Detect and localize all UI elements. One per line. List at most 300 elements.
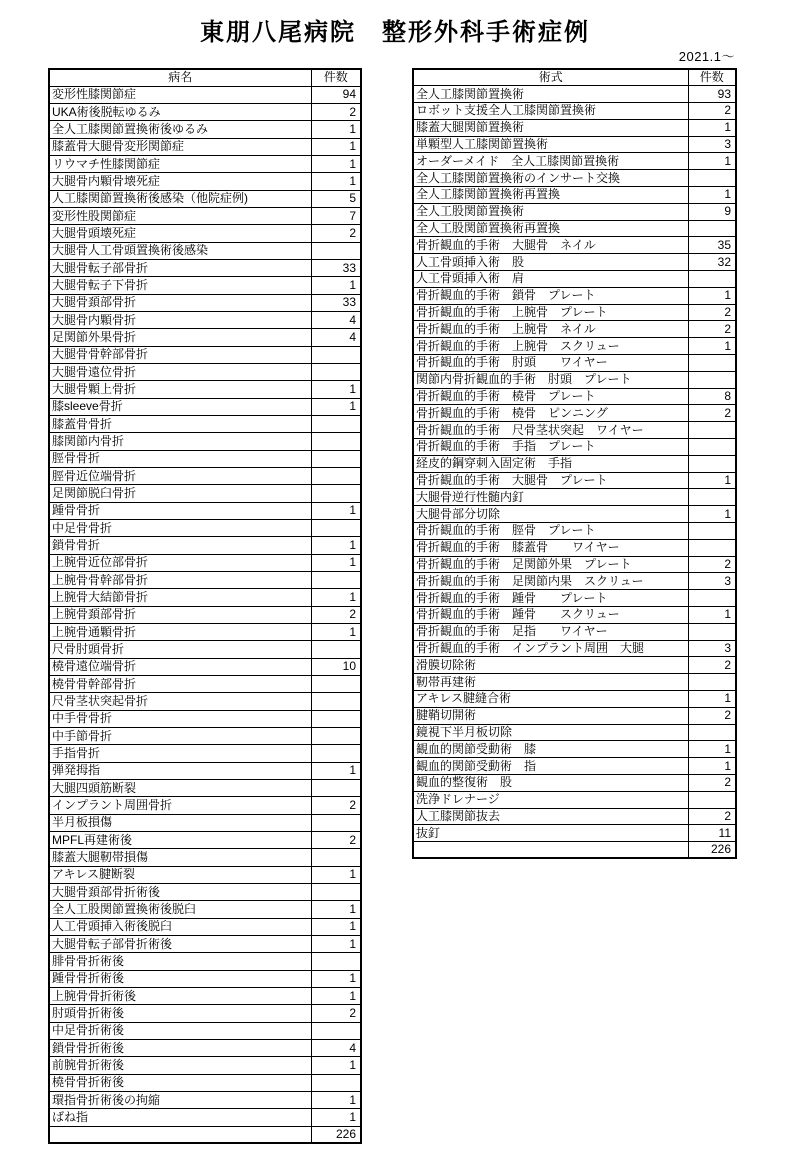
name-cell: オーダーメイド 全人工膝関節置換術 bbox=[413, 153, 688, 170]
count-cell: 32 bbox=[688, 254, 736, 271]
name-cell: 橈骨遠位端骨折 bbox=[49, 658, 311, 675]
name-cell: 中手骨骨折 bbox=[49, 710, 311, 727]
table-row bbox=[49, 537, 361, 554]
disease-count-header: 件数 bbox=[311, 69, 361, 86]
name-cell: 単顆型人工膝関節置換術 bbox=[413, 136, 688, 153]
count-cell bbox=[311, 364, 361, 381]
name-cell: 上腕骨骨折術後 bbox=[49, 987, 311, 1004]
name-cell: 弾発拇指 bbox=[49, 762, 311, 779]
count-cell: 1 bbox=[311, 502, 361, 519]
name-cell: 上腕骨骨幹部骨折 bbox=[49, 572, 311, 589]
count-cell: 2 bbox=[688, 304, 736, 321]
name-cell: 人工膝関節置換術後感染（他院症例) bbox=[49, 190, 311, 207]
count-cell: 11 bbox=[688, 825, 736, 842]
count-cell: 3 bbox=[688, 136, 736, 153]
name-cell: 全人工股関節置換術再置換 bbox=[413, 220, 688, 237]
table-row bbox=[413, 791, 736, 808]
name-cell: 大腿骨頚部骨折術後 bbox=[49, 883, 311, 900]
name-cell: 骨折観血的手術 上腕骨 ネイル bbox=[413, 321, 688, 338]
count-cell bbox=[311, 572, 361, 589]
table-row bbox=[49, 710, 361, 727]
count-cell bbox=[311, 242, 361, 259]
name-cell: 膝蓋骨大腿骨変形関節症 bbox=[49, 138, 311, 155]
count-cell bbox=[311, 520, 361, 537]
count-cell: 1 bbox=[311, 970, 361, 987]
table-row bbox=[49, 294, 361, 311]
name-cell: 骨折観血的手術 脛骨 プレート bbox=[413, 523, 688, 540]
table-row bbox=[413, 640, 736, 657]
count-cell bbox=[688, 220, 736, 237]
table-row bbox=[49, 762, 361, 779]
count-cell: 7 bbox=[311, 208, 361, 225]
table-row bbox=[49, 86, 361, 103]
count-cell bbox=[688, 371, 736, 388]
name-cell: 大腿骨頚部骨折 bbox=[49, 294, 311, 311]
name-cell: 骨折観血的手術 踵骨 プレート bbox=[413, 590, 688, 607]
count-cell: 33 bbox=[311, 260, 361, 277]
count-cell bbox=[688, 623, 736, 640]
count-cell bbox=[688, 724, 736, 741]
table-row bbox=[49, 381, 361, 398]
table-row bbox=[49, 312, 361, 329]
count-cell bbox=[311, 416, 361, 433]
name-cell: 骨折観血的手術 足関節内果 スクリュー bbox=[413, 573, 688, 590]
name-cell: 踵骨骨折 bbox=[49, 502, 311, 519]
name-cell: インプラント周囲骨折 bbox=[49, 797, 311, 814]
name-cell: 橈骨骨幹部骨折 bbox=[49, 675, 311, 692]
table-row bbox=[49, 121, 361, 138]
name-cell: 変形性股関節症 bbox=[49, 208, 311, 225]
table-row bbox=[49, 589, 361, 606]
name-cell bbox=[49, 1126, 311, 1143]
count-cell bbox=[688, 523, 736, 540]
count-cell bbox=[311, 450, 361, 467]
table-row bbox=[413, 187, 736, 204]
count-cell bbox=[688, 791, 736, 808]
count-cell bbox=[311, 953, 361, 970]
table-row bbox=[49, 1091, 361, 1108]
name-cell: 靭帯再建術 bbox=[413, 674, 688, 691]
table-row bbox=[49, 1074, 361, 1091]
count-cell bbox=[688, 489, 736, 506]
name-cell: 骨折観血的手術 橈骨 ピンニング bbox=[413, 405, 688, 422]
table-row bbox=[413, 472, 736, 489]
table-row bbox=[413, 271, 736, 288]
table-row bbox=[413, 707, 736, 724]
table-row bbox=[49, 138, 361, 155]
count-cell: 93 bbox=[688, 86, 736, 103]
count-cell: 1 bbox=[311, 1057, 361, 1074]
count-cell: 1 bbox=[688, 153, 736, 170]
table-row bbox=[413, 405, 736, 422]
name-cell: 上腕骨近位部骨折 bbox=[49, 554, 311, 571]
count-cell: 2 bbox=[688, 103, 736, 120]
name-cell: MPFL再建術後 bbox=[49, 831, 311, 848]
count-cell bbox=[311, 710, 361, 727]
name-cell: 骨折観血的手術 上腕骨 プレート bbox=[413, 304, 688, 321]
count-cell: 1 bbox=[311, 918, 361, 935]
name-cell: 大腿骨転子部骨折術後 bbox=[49, 935, 311, 952]
count-cell bbox=[688, 674, 736, 691]
name-cell: 大腿骨逆行性髄内釘 bbox=[413, 489, 688, 506]
name-cell: 踵骨骨折術後 bbox=[49, 970, 311, 987]
table-row bbox=[49, 433, 361, 450]
name-cell: 人工骨頭挿入術 股 bbox=[413, 254, 688, 271]
name-cell: 人工膝関節抜去 bbox=[413, 808, 688, 825]
table-row bbox=[413, 422, 736, 439]
count-cell: 1 bbox=[311, 987, 361, 1004]
name-cell: 中手節骨折 bbox=[49, 727, 311, 744]
table-row bbox=[413, 455, 736, 472]
name-cell: 全人工股関節置換術後脱臼 bbox=[49, 901, 311, 918]
table-row bbox=[413, 724, 736, 741]
table-row bbox=[49, 329, 361, 346]
count-cell: 2 bbox=[311, 104, 361, 121]
count-cell: 1 bbox=[688, 187, 736, 204]
table-row bbox=[49, 866, 361, 883]
name-cell: 上腕骨通顆骨折 bbox=[49, 624, 311, 641]
table-row bbox=[413, 287, 736, 304]
count-cell: 1 bbox=[311, 1109, 361, 1126]
table-row bbox=[49, 849, 361, 866]
count-cell: 4 bbox=[311, 312, 361, 329]
name-cell: 骨折観血的手術 足指 ワイヤー bbox=[413, 623, 688, 640]
table-row bbox=[49, 987, 361, 1004]
name-cell: 橈骨骨折術後 bbox=[49, 1074, 311, 1091]
table-row bbox=[49, 364, 361, 381]
count-cell: 1 bbox=[311, 121, 361, 138]
name-cell: 骨折観血的手術 上腕骨 スクリュー bbox=[413, 338, 688, 355]
name-cell: 人工骨頭挿入術 肩 bbox=[413, 271, 688, 288]
procedure-table-header-row bbox=[413, 69, 736, 86]
table-row bbox=[49, 675, 361, 692]
count-cell: 2 bbox=[688, 556, 736, 573]
table-row bbox=[49, 745, 361, 762]
count-cell: 1 bbox=[311, 537, 361, 554]
name-cell: 骨折観血的手術 肘頭 ワイヤー bbox=[413, 355, 688, 372]
count-cell: 94 bbox=[311, 86, 361, 103]
table-row bbox=[413, 590, 736, 607]
name-cell: 骨折観血的手術 インプラント周囲 大腿 bbox=[413, 640, 688, 657]
name-cell: 骨折観血的手術 鎖骨 プレート bbox=[413, 287, 688, 304]
name-cell: 大腿骨遠位骨折 bbox=[49, 364, 311, 381]
count-cell: 226 bbox=[688, 842, 736, 859]
table-row bbox=[49, 658, 361, 675]
name-cell: 変形性膝関節症 bbox=[49, 86, 311, 103]
name-cell: 大腿骨人工骨頭置換術後感染 bbox=[49, 242, 311, 259]
name-cell: 尺骨茎状突起骨折 bbox=[49, 693, 311, 710]
name-cell: 大腿骨頭壊死症 bbox=[49, 225, 311, 242]
table-row bbox=[49, 1005, 361, 1022]
count-cell: 226 bbox=[311, 1126, 361, 1143]
count-cell: 1 bbox=[688, 690, 736, 707]
name-cell: 全人工膝関節置換術再置換 bbox=[413, 187, 688, 204]
count-cell: 1 bbox=[688, 338, 736, 355]
name-cell: 中足骨骨折 bbox=[49, 520, 311, 537]
table-row bbox=[413, 825, 736, 842]
count-cell bbox=[311, 745, 361, 762]
name-cell: 膝蓋大腿関節置換術 bbox=[413, 119, 688, 136]
name-cell: 大腿骨転子部骨折 bbox=[49, 260, 311, 277]
table-row bbox=[49, 225, 361, 242]
name-cell: 関節内骨折観血的手術 肘頭 プレート bbox=[413, 371, 688, 388]
name-cell: 鏡視下半月板切除 bbox=[413, 724, 688, 741]
name-cell: 全人工膝関節置換術後ゆるみ bbox=[49, 121, 311, 138]
table-row bbox=[413, 489, 736, 506]
name-cell: 全人工膝関節置換術のインサート交換 bbox=[413, 170, 688, 187]
count-cell bbox=[688, 539, 736, 556]
name-cell: 尺骨肘頭骨折 bbox=[49, 641, 311, 658]
table-row bbox=[49, 398, 361, 415]
name-cell: アキレス腱断裂 bbox=[49, 866, 311, 883]
count-cell: 2 bbox=[688, 774, 736, 791]
table-row bbox=[413, 220, 736, 237]
table-row bbox=[49, 104, 361, 121]
count-cell: 8 bbox=[688, 388, 736, 405]
count-cell: 4 bbox=[311, 329, 361, 346]
name-cell: 腓骨骨折術後 bbox=[49, 953, 311, 970]
name-cell: 骨折観血的手術 大腿骨 プレート bbox=[413, 472, 688, 489]
name-cell: 骨折観血的手術 橈骨 プレート bbox=[413, 388, 688, 405]
name-cell: 大腿骨内顆骨折 bbox=[49, 312, 311, 329]
table-row bbox=[413, 371, 736, 388]
count-cell bbox=[311, 849, 361, 866]
table-row bbox=[49, 554, 361, 571]
count-cell: 2 bbox=[688, 707, 736, 724]
count-cell: 1 bbox=[311, 589, 361, 606]
name-cell: 鎖骨骨折 bbox=[49, 537, 311, 554]
table-row bbox=[49, 797, 361, 814]
table-row bbox=[413, 758, 736, 775]
table-row bbox=[49, 883, 361, 900]
name-cell: 大腿四頭筋断裂 bbox=[49, 779, 311, 796]
name-cell: 観血的関節受動術 膝 bbox=[413, 741, 688, 758]
table-row bbox=[49, 346, 361, 363]
count-cell: 1 bbox=[688, 119, 736, 136]
table-row bbox=[49, 242, 361, 259]
procedure-count-header: 件数 bbox=[688, 69, 736, 86]
count-cell: 2 bbox=[688, 808, 736, 825]
count-cell: 1 bbox=[688, 472, 736, 489]
table-row bbox=[413, 741, 736, 758]
name-cell: 滑膜切除術 bbox=[413, 657, 688, 674]
name-cell: UKA術後脱転ゆるみ bbox=[49, 104, 311, 121]
table-row bbox=[413, 774, 736, 791]
table-row bbox=[49, 1057, 361, 1074]
table-row bbox=[49, 693, 361, 710]
table-row bbox=[49, 814, 361, 831]
table-row bbox=[49, 190, 361, 207]
count-cell: 2 bbox=[688, 657, 736, 674]
count-cell bbox=[311, 675, 361, 692]
count-cell: 3 bbox=[688, 640, 736, 657]
count-cell bbox=[311, 1074, 361, 1091]
name-cell: 骨折観血的手術 踵骨 スクリュー bbox=[413, 607, 688, 624]
table-row bbox=[49, 624, 361, 641]
total-row bbox=[413, 842, 736, 859]
table-row bbox=[413, 103, 736, 120]
table-row bbox=[413, 153, 736, 170]
name-cell: 経皮的鋼穿刺入固定術 手指 bbox=[413, 455, 688, 472]
name-cell: 骨折観血的手術 膝蓋骨 ワイヤー bbox=[413, 539, 688, 556]
table-row bbox=[413, 573, 736, 590]
count-cell: 35 bbox=[688, 237, 736, 254]
name-cell: 上腕骨頚部骨折 bbox=[49, 606, 311, 623]
count-cell bbox=[688, 590, 736, 607]
table-row bbox=[49, 918, 361, 935]
table-row bbox=[49, 779, 361, 796]
table-row bbox=[413, 119, 736, 136]
name-cell: 膝関節内骨折 bbox=[49, 433, 311, 450]
name-cell: 大腿骨部分切除 bbox=[413, 506, 688, 523]
name-cell: 骨折観血的手術 足関節外果 プレート bbox=[413, 556, 688, 573]
count-cell bbox=[311, 485, 361, 502]
count-cell: 2 bbox=[688, 405, 736, 422]
count-cell: 2 bbox=[311, 831, 361, 848]
count-cell: 1 bbox=[311, 624, 361, 641]
count-cell bbox=[311, 883, 361, 900]
name-cell: 観血的関節受動術 指 bbox=[413, 758, 688, 775]
count-cell: 1 bbox=[311, 381, 361, 398]
disease-table bbox=[48, 68, 362, 1144]
procedure-name-header: 術式 bbox=[413, 69, 688, 86]
table-row bbox=[413, 808, 736, 825]
table-row bbox=[49, 970, 361, 987]
name-cell: 抜釘 bbox=[413, 825, 688, 842]
count-cell bbox=[688, 439, 736, 456]
table-row bbox=[49, 1039, 361, 1056]
table-row bbox=[49, 468, 361, 485]
table-row bbox=[49, 935, 361, 952]
count-cell bbox=[311, 1022, 361, 1039]
table-row bbox=[49, 641, 361, 658]
name-cell: 膝蓋大腿靭帯損傷 bbox=[49, 849, 311, 866]
count-cell: 10 bbox=[311, 658, 361, 675]
name-cell: 肘頭骨折術後 bbox=[49, 1005, 311, 1022]
count-cell: 1 bbox=[688, 607, 736, 624]
table-row bbox=[49, 953, 361, 970]
disease-table-header-row bbox=[49, 69, 361, 86]
page-title: 東朋八尾病院 整形外科手術症例 bbox=[200, 19, 590, 46]
table-row bbox=[49, 606, 361, 623]
count-cell: 4 bbox=[311, 1039, 361, 1056]
table-row bbox=[49, 450, 361, 467]
count-cell: 2 bbox=[311, 797, 361, 814]
count-cell bbox=[311, 346, 361, 363]
count-cell: 1 bbox=[311, 935, 361, 952]
count-cell bbox=[311, 693, 361, 710]
procedure-table bbox=[412, 68, 737, 859]
name-cell: 上腕骨大結節骨折 bbox=[49, 589, 311, 606]
table-row bbox=[49, 572, 361, 589]
table-row bbox=[413, 539, 736, 556]
table-row bbox=[49, 520, 361, 537]
count-cell: 1 bbox=[311, 1091, 361, 1108]
table-row bbox=[413, 523, 736, 540]
name-cell bbox=[413, 842, 688, 859]
name-cell: 環指骨折術後の拘縮 bbox=[49, 1091, 311, 1108]
table-row bbox=[413, 607, 736, 624]
count-cell: 1 bbox=[311, 156, 361, 173]
count-cell bbox=[688, 271, 736, 288]
name-cell: ロボット支援全人工膝関節置換術 bbox=[413, 103, 688, 120]
count-cell: 1 bbox=[311, 554, 361, 571]
count-cell: 1 bbox=[688, 741, 736, 758]
table-row bbox=[413, 170, 736, 187]
table-row bbox=[413, 355, 736, 372]
period-label: 2021.1～ bbox=[678, 49, 735, 64]
count-cell: 1 bbox=[311, 866, 361, 883]
count-cell: 1 bbox=[311, 901, 361, 918]
table-row bbox=[49, 416, 361, 433]
count-cell bbox=[688, 422, 736, 439]
name-cell: 大腿骨骨幹部骨折 bbox=[49, 346, 311, 363]
name-cell: アキレス腱縫合術 bbox=[413, 690, 688, 707]
table-row bbox=[413, 506, 736, 523]
count-cell bbox=[311, 641, 361, 658]
count-cell bbox=[311, 727, 361, 744]
count-cell bbox=[688, 455, 736, 472]
table-row bbox=[49, 208, 361, 225]
table-row bbox=[49, 901, 361, 918]
name-cell: 半月板損傷 bbox=[49, 814, 311, 831]
table-row bbox=[49, 1109, 361, 1126]
name-cell: 全人工股関節置換術 bbox=[413, 203, 688, 220]
count-cell: 2 bbox=[311, 1005, 361, 1022]
name-cell: 人工骨頭挿入術後脱臼 bbox=[49, 918, 311, 935]
name-cell: 足関節脱臼骨折 bbox=[49, 485, 311, 502]
name-cell: 膝蓋骨骨折 bbox=[49, 416, 311, 433]
count-cell bbox=[311, 433, 361, 450]
count-cell bbox=[311, 468, 361, 485]
name-cell: ばね指 bbox=[49, 1109, 311, 1126]
count-cell: 2 bbox=[688, 321, 736, 338]
count-cell: 1 bbox=[311, 398, 361, 415]
name-cell: 腱鞘切開術 bbox=[413, 707, 688, 724]
name-cell: 脛骨近位端骨折 bbox=[49, 468, 311, 485]
table-row bbox=[49, 173, 361, 190]
table-row bbox=[413, 690, 736, 707]
table-row bbox=[49, 1022, 361, 1039]
table-row bbox=[413, 338, 736, 355]
table-row bbox=[49, 502, 361, 519]
table-row bbox=[413, 136, 736, 153]
count-cell: 5 bbox=[311, 190, 361, 207]
count-cell: 1 bbox=[688, 758, 736, 775]
name-cell: 手指骨折 bbox=[49, 745, 311, 762]
table-row bbox=[413, 304, 736, 321]
count-cell: 3 bbox=[688, 573, 736, 590]
count-cell: 1 bbox=[311, 762, 361, 779]
table-row bbox=[49, 485, 361, 502]
table-row bbox=[49, 277, 361, 294]
count-cell bbox=[688, 170, 736, 187]
name-cell: 前腕骨折術後 bbox=[49, 1057, 311, 1074]
table-row bbox=[49, 727, 361, 744]
table-row bbox=[413, 556, 736, 573]
table-row bbox=[413, 321, 736, 338]
table-row bbox=[413, 439, 736, 456]
count-cell bbox=[311, 779, 361, 796]
table-row bbox=[413, 254, 736, 271]
table-row bbox=[413, 203, 736, 220]
total-row bbox=[49, 1126, 361, 1143]
table-row bbox=[49, 156, 361, 173]
table-row bbox=[413, 623, 736, 640]
table-row bbox=[49, 831, 361, 848]
count-cell: 2 bbox=[311, 225, 361, 242]
name-cell: 骨折観血的手術 大腿骨 ネイル bbox=[413, 237, 688, 254]
